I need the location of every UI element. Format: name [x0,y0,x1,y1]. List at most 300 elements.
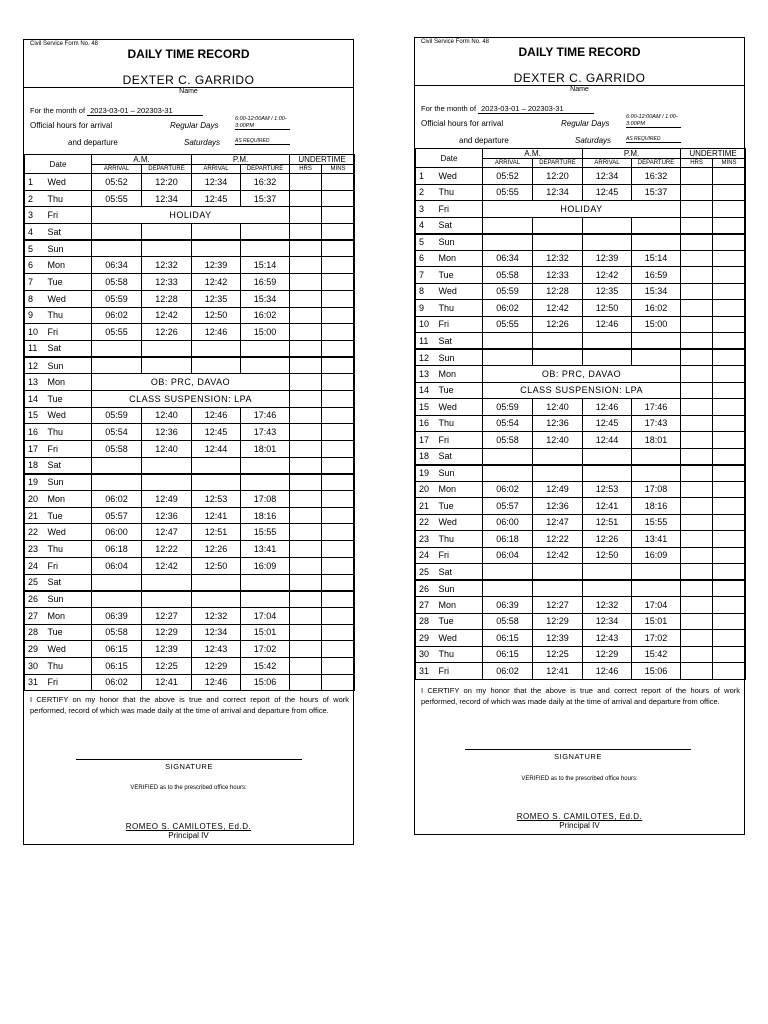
pm-arrival-cell: 12:46 [192,324,241,341]
day-number-cell: 12 [25,357,44,374]
undertime-hrs-cell [290,207,322,224]
am-departure-cell [142,457,192,474]
form-number: Civil Service Form No. 48 [30,41,99,47]
day-number-cell: 28 [25,624,44,641]
pm-departure-cell [632,465,681,482]
day-number-cell: 28 [416,613,435,630]
pm-departure-cell: 16:09 [241,557,290,574]
day-name-cell: Wed [44,641,92,658]
am-departure-cell [533,234,583,251]
undertime-hrs-cell [290,290,322,307]
am-departure-cell: 12:28 [142,290,192,307]
pm-departure-header: DEPARTURE [632,159,681,168]
am-header: A.M. [483,149,583,159]
table-row [416,597,746,614]
day-name-cell: Sun [44,357,92,374]
pm-arrival-cell: 12:35 [583,283,632,300]
undertime-hrs-cell [681,234,713,251]
am-arrival-cell: 06:18 [483,531,533,548]
pm-arrival-cell: 12:50 [192,557,241,574]
pm-arrival-cell: 12:42 [192,274,241,291]
pm-arrival-cell: 12:50 [583,300,632,317]
day-name-cell: Thu [44,424,92,441]
pm-departure-cell: 17:04 [632,597,681,614]
table-row [25,224,355,241]
am-departure-cell: 12:49 [533,481,583,498]
mins-header: MINS [713,159,746,168]
table-row [25,641,355,658]
am-arrival-cell: 06:39 [92,607,142,624]
pm-arrival-cell [192,240,241,257]
undertime-mins-cell [322,307,355,324]
day-number-cell: 15 [416,399,435,416]
undertime-hrs-cell [681,663,713,680]
am-arrival-cell: 06:15 [92,641,142,658]
am-departure-cell [142,224,192,241]
certification-text: I CERTIFY on my honor that the above is true and correct report of the hours of work performed, record of which was made daily at the time of arrival and departure from office. [421,686,740,706]
table-row [416,267,746,284]
undertime-mins-cell [713,415,746,432]
am-arrival-cell [92,457,142,474]
am-departure-cell: 12:32 [533,250,583,267]
table-row [416,399,746,416]
am-arrival-cell [92,240,142,257]
day-name-cell: Thu [435,531,483,548]
am-departure-cell: 12:29 [533,613,583,630]
verified-label: VERIFIED as to the prescribed office hours: [521,776,638,782]
day-number-cell: 1 [25,174,44,191]
undertime-mins-cell [713,630,746,647]
undertime-mins-cell [322,591,355,608]
am-arrival-cell [483,564,533,581]
day-name-cell: Wed [435,399,483,416]
table-row [416,217,746,234]
am-departure-cell: 12:40 [533,399,583,416]
am-departure-cell: 12:36 [533,498,583,515]
undertime-mins-cell [322,491,355,508]
day-number-cell: 5 [416,234,435,251]
pm-arrival-cell: 12:34 [583,168,632,185]
am-departure-cell [533,465,583,482]
pm-departure-cell: 16:09 [632,547,681,564]
day-number-cell: 16 [25,424,44,441]
day-name-cell: Tue [44,390,92,407]
am-departure-cell: 12:25 [533,646,583,663]
pm-arrival-cell [583,217,632,234]
pm-departure-cell [632,234,681,251]
form-title: DAILY TIME RECORD [127,47,250,61]
undertime-hrs-cell [681,564,713,581]
am-arrival-cell: 06:34 [92,257,142,274]
pm-arrival-cell: 12:44 [583,432,632,449]
day-number-cell: 29 [416,630,435,647]
signature-line: SIGNATURE [76,759,302,771]
undertime-mins-cell [713,168,746,185]
day-name-cell: Wed [435,514,483,531]
day-number-cell: 29 [25,641,44,658]
undertime-mins-cell [322,441,355,458]
pm-departure-cell: 16:02 [241,307,290,324]
am-arrival-cell: 05:55 [92,190,142,207]
undertime-hrs-cell [681,267,713,284]
undertime-hrs-cell [681,349,713,366]
undertime-mins-cell [713,432,746,449]
undertime-hrs-cell [290,190,322,207]
table-row [25,657,355,674]
am-arrival-cell: 05:54 [483,415,533,432]
day-number-cell: 27 [25,607,44,624]
pm-departure-cell: 17:43 [632,415,681,432]
table-row [416,283,746,300]
undertime-hrs-cell [681,415,713,432]
pm-departure-cell: 15:06 [632,663,681,680]
table-row [416,531,746,548]
undertime-mins-cell [713,316,746,333]
pm-departure-cell: 15:37 [241,190,290,207]
undertime-mins-cell [322,541,355,558]
undertime-hrs-cell [290,657,322,674]
day-name-cell: Sat [44,457,92,474]
undertime-hrs-cell [290,441,322,458]
day-number-cell: 19 [25,474,44,491]
month-value: 2023-03-01 – 202303-31 [478,104,594,114]
undertime-mins-cell [713,399,746,416]
am-arrival-cell: 05:55 [92,324,142,341]
undertime-hrs-cell [290,624,322,641]
regular-days-label: Regular Days [170,121,219,130]
table-row [416,201,746,218]
day-number-cell: 25 [416,564,435,581]
am-departure-cell: 12:40 [142,441,192,458]
day-name-cell: Sat [435,448,483,465]
day-number-cell: 21 [416,498,435,515]
am-departure-cell: 12:33 [142,274,192,291]
pm-header: P.M. [583,149,681,159]
hrs-header: HRS [290,165,322,174]
day-name-cell: Sat [435,333,483,350]
undertime-hrs-cell [681,366,713,383]
pm-arrival-cell: 12:41 [192,507,241,524]
day-name-cell: Tue [435,613,483,630]
am-departure-cell: 12:32 [142,257,192,274]
am-arrival-cell: 05:58 [92,441,142,458]
pm-arrival-cell: 12:51 [583,514,632,531]
saturday-hours-value: AS REQUIRED [235,138,290,145]
am-departure-cell: 12:22 [142,541,192,558]
day-name-cell: Wed [435,630,483,647]
pm-arrival-cell [583,333,632,350]
pm-departure-cell: 15:55 [632,514,681,531]
pm-departure-cell: 18:16 [241,507,290,524]
undertime-mins-cell [322,407,355,424]
pm-arrival-cell: 12:46 [583,399,632,416]
pm-arrival-cell [192,591,241,608]
pm-departure-cell: 17:04 [241,607,290,624]
pm-departure-cell: 15:42 [632,646,681,663]
undertime-hrs-cell [681,630,713,647]
day-number-cell: 10 [25,324,44,341]
verifier-title: Principal IV [559,821,600,830]
remark-cell: OB: PRC, DAVAO [483,366,681,383]
pm-arrival-cell: 12:32 [192,607,241,624]
undertime-hrs-cell [290,240,322,257]
am-arrival-cell [92,340,142,357]
am-arrival-cell [483,234,533,251]
form-title: DAILY TIME RECORD [518,45,641,59]
pm-departure-cell: 15:06 [241,674,290,691]
pm-arrival-cell: 12:53 [192,491,241,508]
table-row [416,481,746,498]
am-arrival-cell [92,574,142,591]
undertime-mins-cell [713,184,746,201]
table-row [25,607,355,624]
am-departure-cell: 12:22 [533,531,583,548]
day-number-cell: 27 [416,597,435,614]
day-number-cell: 2 [25,190,44,207]
day-number-cell: 31 [25,674,44,691]
am-arrival-cell [92,591,142,608]
pm-departure-cell: 16:32 [632,168,681,185]
am-departure-cell [142,240,192,257]
day-name-cell: Sun [435,234,483,251]
dtr-form-right [414,37,745,835]
day-name-cell: Sun [435,465,483,482]
table-row [25,557,355,574]
day-name-cell: Tue [435,382,483,399]
mins-header: MINS [322,165,355,174]
signature-line: SIGNATURE [465,749,691,761]
table-row [25,524,355,541]
official-hours-label: Official hours for arrival [30,121,113,130]
undertime-mins-cell [713,547,746,564]
am-arrival-cell [483,465,533,482]
undertime-mins-cell [322,657,355,674]
verifier-block [415,812,744,830]
table-row [416,366,746,383]
day-number-cell: 23 [416,531,435,548]
day-number-cell: 7 [416,267,435,284]
am-departure-cell [142,574,192,591]
table-row [416,234,746,251]
day-number-cell: 30 [416,646,435,663]
day-name-cell: Thu [435,646,483,663]
am-arrival-cell: 06:15 [483,646,533,663]
table-row [25,424,355,441]
am-departure-cell: 12:33 [533,267,583,284]
am-arrival-cell: 05:55 [483,184,533,201]
undertime-hrs-cell [290,541,322,558]
day-name-cell: Sat [44,574,92,591]
undertime-hrs-cell [681,316,713,333]
am-departure-cell: 12:26 [533,316,583,333]
day-name-cell: Tue [435,267,483,284]
undertime-hrs-cell [681,250,713,267]
undertime-hrs-cell [290,557,322,574]
am-arrival-cell: 05:52 [92,174,142,191]
undertime-mins-cell [322,257,355,274]
undertime-mins-cell [322,390,355,407]
am-arrival-cell: 06:02 [92,491,142,508]
day-name-cell: Mon [44,374,92,391]
undertime-hrs-cell [681,283,713,300]
undertime-hrs-cell [290,257,322,274]
pm-arrival-cell: 12:35 [192,290,241,307]
pm-arrival-cell: 12:32 [583,597,632,614]
pm-header: P.M. [192,155,290,165]
table-row [25,441,355,458]
pm-departure-cell [632,580,681,597]
undertime-hrs-cell [681,514,713,531]
table-row [25,574,355,591]
month-value: 2023-03-01 – 202303-31 [87,106,203,116]
am-departure-cell: 12:20 [142,174,192,191]
name-caption: Name [415,85,744,93]
am-departure-cell: 12:40 [142,407,192,424]
undertime-mins-cell [713,333,746,350]
table-row [416,547,746,564]
day-number-cell: 6 [25,257,44,274]
pm-arrival-cell: 12:46 [583,663,632,680]
day-name-cell: Mon [435,250,483,267]
undertime-hrs-cell [290,324,322,341]
table-row [416,382,746,399]
undertime-hrs-cell [681,217,713,234]
day-number-cell: 18 [25,457,44,474]
table-row [25,324,355,341]
undertime-mins-cell [322,507,355,524]
undertime-hrs-cell [290,407,322,424]
day-name-cell: Fri [44,324,92,341]
pm-departure-cell [241,240,290,257]
am-arrival-header: ARRIVAL [483,159,533,168]
am-departure-cell [142,357,192,374]
employee-name: DEXTER C. GARRIDO [122,73,255,87]
remark-cell: HOLIDAY [92,207,290,224]
am-arrival-cell [483,448,533,465]
day-number-cell: 9 [25,307,44,324]
undertime-mins-cell [713,217,746,234]
am-arrival-cell [483,349,533,366]
day-number-cell: 24 [416,547,435,564]
undertime-hrs-cell [681,201,713,218]
pm-departure-cell [632,333,681,350]
pm-arrival-cell [192,474,241,491]
pm-arrival-cell: 12:34 [192,624,241,641]
undertime-mins-cell [713,465,746,482]
day-number-cell: 12 [416,349,435,366]
day-name-cell: Sun [435,349,483,366]
table-row [25,374,355,391]
saturdays-label: Saturdays [575,136,612,145]
undertime-mins-cell [322,224,355,241]
am-arrival-cell: 06:34 [483,250,533,267]
am-arrival-cell: 06:00 [483,514,533,531]
am-departure-cell: 12:47 [533,514,583,531]
day-number-cell: 20 [416,481,435,498]
undertime-hrs-cell [290,474,322,491]
name-caption: Name [24,87,353,95]
table-row [416,432,746,449]
am-arrival-header: ARRIVAL [92,165,142,174]
pm-arrival-cell [192,340,241,357]
am-arrival-cell: 06:15 [92,657,142,674]
day-number-cell: 21 [25,507,44,524]
undertime-hrs-cell [681,399,713,416]
day-number-cell: 13 [25,374,44,391]
undertime-mins-cell [322,424,355,441]
undertime-mins-cell [713,564,746,581]
day-number-cell: 17 [25,441,44,458]
undertime-hrs-cell [681,333,713,350]
pm-departure-cell: 16:59 [632,267,681,284]
undertime-mins-cell [713,283,746,300]
day-number-cell: 11 [416,333,435,350]
am-departure-cell: 12:39 [533,630,583,647]
pm-arrival-cell: 12:50 [583,547,632,564]
undertime-hrs-cell [681,432,713,449]
day-name-cell: Tue [435,498,483,515]
day-name-cell: Sat [435,217,483,234]
day-number-cell: 13 [416,366,435,383]
table-row [416,465,746,482]
month-label: For the month of [421,104,477,113]
saturdays-label: Saturdays [184,138,221,147]
undertime-mins-cell [713,366,746,383]
month-label: For the month of [30,106,86,115]
pm-departure-cell [241,474,290,491]
day-number-cell: 3 [25,207,44,224]
am-departure-cell [142,474,192,491]
undertime-hrs-cell [681,613,713,630]
day-number-cell: 18 [416,448,435,465]
table-row [25,174,355,191]
day-number-cell: 26 [25,591,44,608]
pm-departure-cell: 17:46 [241,407,290,424]
pm-arrival-cell: 12:34 [192,174,241,191]
undertime-mins-cell [713,498,746,515]
date-header: Date [416,149,483,168]
am-departure-cell: 12:39 [142,641,192,658]
undertime-mins-cell [713,481,746,498]
table-row [25,674,355,691]
pm-departure-cell [632,349,681,366]
table-row [25,407,355,424]
day-number-cell: 6 [416,250,435,267]
pm-arrival-cell: 12:51 [192,524,241,541]
day-name-cell: Sat [435,564,483,581]
pm-arrival-cell: 12:45 [192,424,241,441]
table-row [25,390,355,407]
day-name-cell: Thu [435,300,483,317]
pm-arrival-cell [192,224,241,241]
undertime-hrs-cell [290,574,322,591]
table-row [25,457,355,474]
day-name-cell: Tue [44,274,92,291]
am-arrival-cell [92,357,142,374]
am-departure-cell [533,349,583,366]
hrs-header: HRS [681,159,713,168]
regular-days-label: Regular Days [561,119,610,128]
am-arrival-cell [92,224,142,241]
undertime-mins-cell [322,641,355,658]
pm-arrival-cell [583,448,632,465]
certification-text: I CERTIFY on my honor that the above is true and correct report of the hours of work performed, record of which was made daily at the time of arrival and departure from office. [30,695,349,715]
day-number-cell: 8 [25,290,44,307]
verified-label: VERIFIED as to the prescribed office hours: [130,785,247,791]
day-number-cell: 31 [416,663,435,680]
employee-name: DEXTER C. GARRIDO [513,71,646,85]
table-row [25,507,355,524]
